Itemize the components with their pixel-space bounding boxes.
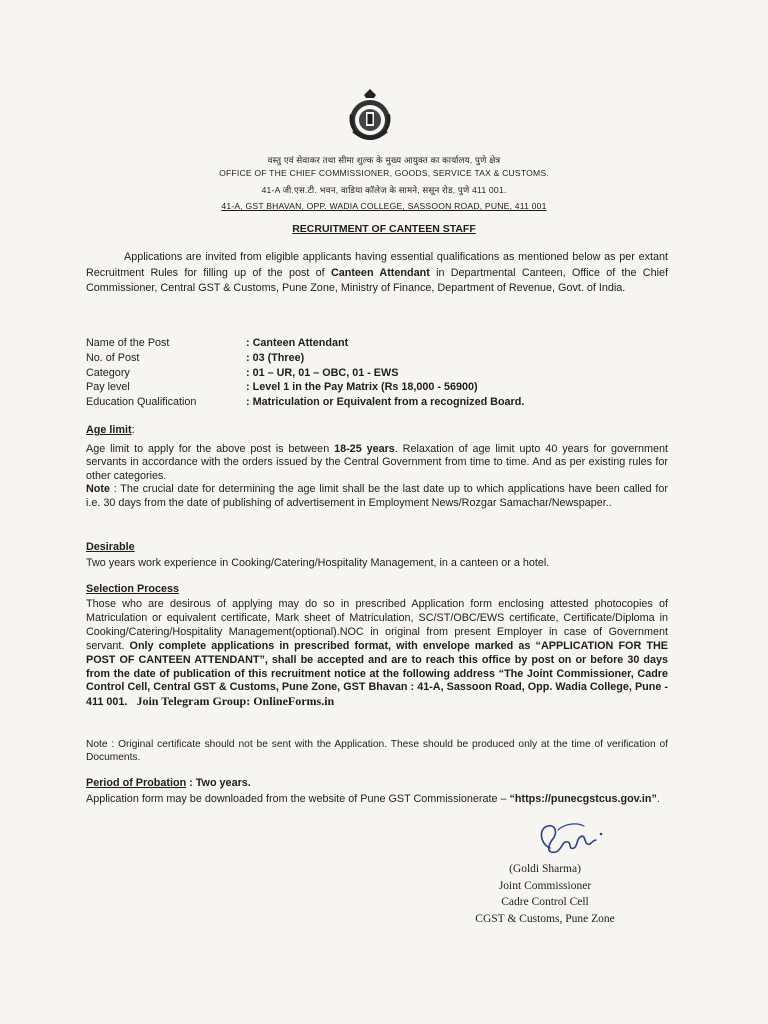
website-link[interactable]: “https://punecgstcus.gov.in” bbox=[509, 793, 657, 805]
detail-label: Education Qualification bbox=[86, 396, 197, 409]
age-range: 18-25 years bbox=[334, 443, 395, 455]
age-note-label: Note bbox=[86, 483, 110, 496]
desirable-text: Two years work experience in Cooking/Catering/Hospitality Management, in a canteen or a hotel. bbox=[86, 557, 550, 569]
telegram-watermark: Join Telegram Group: OnlineForms.in bbox=[136, 694, 335, 709]
intro-text: Applications are invited from eligible applicants having essential qualifications as mentioned below as per extant Recruitment Rules for filling up of the post of bbox=[86, 251, 668, 279]
header-hindi-office: वस्तु एवं सेवाकर तथा सीमा शुल्क के मुख्य आयुक्त का कार्यालय, पुणे क्षेत्र bbox=[267, 155, 501, 165]
intro-text-end: in Departmental Canteen, Office of the Chief Commissioner, Central GST & Customs, Pune Zone, Ministry of Finance, Department of Revenue, Govt. of India. bbox=[86, 266, 668, 295]
detail-value: : 01 – UR, 01 – OBC, 01 - EWS bbox=[246, 366, 399, 379]
detail-label: No. of Post bbox=[86, 351, 140, 364]
age-limit-heading-suffix: : bbox=[131, 424, 135, 436]
signatory-cell: Cadre Control Cell bbox=[501, 896, 589, 908]
detail-value: : 03 (Three) bbox=[246, 351, 305, 364]
age-text: Age limit to apply for the above post is between bbox=[86, 443, 335, 455]
header-office-name: OFFICE OF THE CHIEF COMMISSIONER, GOODS, SERVICE TAX & CUSTOMS. bbox=[219, 168, 549, 178]
detail-label: Category bbox=[86, 366, 130, 379]
probation-line bbox=[86, 777, 251, 789]
header-hindi-address: 41-A जी.एस.टी. भवन, वाडिया कॉलेज के सामने, ससून रोड, पुणे 411 001. bbox=[261, 185, 507, 195]
signatory-zone: CGST & Customs, Pune Zone bbox=[475, 912, 615, 925]
signatory-block bbox=[440, 861, 650, 927]
signatory-designation: Joint Commissioner bbox=[498, 879, 592, 892]
desirable-heading: Desirable bbox=[86, 541, 135, 553]
probation-value: : Two years. bbox=[186, 777, 251, 789]
detail-value: : Canteen Attendant bbox=[246, 337, 349, 349]
age-limit-paragraph bbox=[86, 443, 668, 510]
age-note-text: : The crucial date for determining the age limit shall be the last date up to which applications have been called for i.e. 30 days from the date of publishing of advertisement in Employment News/Rozgar Samachar/Newspaper.. bbox=[86, 483, 668, 509]
document-title: RECRUITMENT OF CANTEEN STAFF bbox=[292, 223, 476, 235]
header-address: 41-A, GST BHAVAN, OPP. WADIA COLLEGE, SASSOON ROAD, PUNE, 411 001 bbox=[221, 201, 547, 211]
download-paragraph bbox=[86, 792, 668, 806]
detail-value: : Matriculation or Equivalent from a recognized Board. bbox=[246, 396, 525, 409]
post-details bbox=[86, 336, 524, 410]
age-limit-heading-text: Age limit bbox=[86, 424, 132, 436]
signatory-name: (Goldi Sharma) bbox=[509, 863, 581, 875]
detail-row bbox=[86, 351, 524, 366]
download-text: Application form may be downloaded from the website of Pune GST Commissionerate – bbox=[86, 793, 510, 805]
download-end: . bbox=[656, 793, 660, 805]
intro-paragraph bbox=[86, 250, 668, 297]
detail-label: Name of the Post bbox=[86, 337, 170, 349]
handwritten-signature bbox=[528, 818, 608, 860]
probation-heading: Period of Probation bbox=[86, 777, 187, 789]
intro-post-name: Canteen Attendant bbox=[330, 266, 430, 279]
certificate-note: Note : Original certificate should not be sent with the Application. These should be produced only at the time of verification of Documents. bbox=[86, 739, 668, 764]
age-relaxation-text: . Relaxation of age limit upto 40 years for government servants in accordance with the orders issued by the Central Government from time to time. And as per existing rules for other categories. bbox=[86, 443, 668, 482]
detail-row bbox=[86, 366, 524, 381]
detail-label: Pay level bbox=[86, 381, 130, 394]
selection-process-paragraph bbox=[86, 598, 668, 710]
selection-text-bold: Only complete applications in prescribed format, with envelope marked as “APPLICATION FOR THE POST OF CANTEEN ATTENDANT”, shall be accepted and are to reach this office by post on or before 30 days from the date of publication of this recruitment notice at the following address “The Joint Commissioner, Cadre Control Cell, Central GST & Customs, Pune Zone, GST Bhavan : 41-A, Sassoon Road, Opp. Wadia College, Pune - 411 001. bbox=[86, 639, 668, 709]
detail-row bbox=[86, 395, 524, 410]
detail-row bbox=[86, 336, 524, 351]
detail-row bbox=[86, 380, 524, 395]
selection-text: Those who are desirous of applying may do so in prescribed Application form enclosing attested photocopies of Matriculation or equivalent certificate, Mark sheet of Matriculation, SC/ST/OBC/EWS certificate, Certificate/Diploma in Cooking/Catering/Hospitality Management(optional).NOC in original from present Employer in case of Government servant. bbox=[86, 598, 668, 652]
selection-process-heading: Selection Process bbox=[86, 583, 180, 595]
age-limit-heading bbox=[86, 424, 135, 436]
detail-value: : Level 1 in the Pay Matrix (Rs 18,000 - 56900) bbox=[246, 381, 478, 394]
cbic-emblem-logo bbox=[344, 86, 396, 148]
